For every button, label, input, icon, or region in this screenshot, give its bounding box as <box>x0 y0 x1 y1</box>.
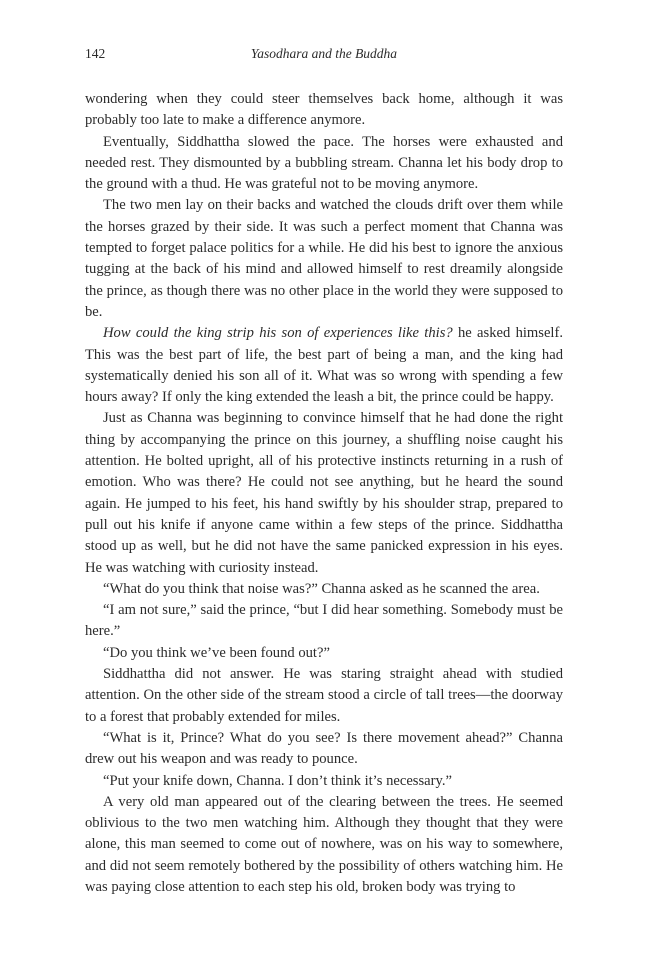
paragraph: “Do you think we’ve been found out?” <box>103 644 330 661</box>
paragraph: Just as Channa was beginning to convince himself that he had done the right thing by accompanying the prince on this journey, a shuffling noise caught his attention. He bolted upright, all of his protective instincts returning in a rush of emotion. Who was there? He could not see anything, but he heard the sound again. He jumped to his feet, his hand swiftly by his shoulder strap, prepared to pull out his knife if anyone came within a few steps of the prince. Siddhattha stood up as well, but he did not have the same panicked expression in his eyes. He was watching with curiosity instead. <box>85 410 563 576</box>
paragraph: “Put your knife down, Channa. I don’t think it’s necessary.” <box>103 772 452 789</box>
page-number: 142 <box>85 46 106 61</box>
paragraph: “What do you think that noise was?” Channa asked as he scanned the area. <box>103 580 540 597</box>
paragraph: Siddhattha did not answer. He was staring straight ahead with studied attention. On the other side of the stream stood a circle of tall trees—the doorway to a forest that probably extended for miles. <box>85 666 563 725</box>
paragraph: “I am not sure,” said the prince, “but I did hear something. Somebody must be here.” <box>85 602 563 640</box>
paragraph: A very old man appeared out of the clearing between the trees. He seemed oblivious to the two men watching him. Although they thought that they were alone, this man seemed to come out of nowhere, was on his way to somewhere, and did not seem remotely bothered by the possibility of others watching him. He was paying close attention to each step his old, broken body was trying to <box>85 793 563 895</box>
italic-thought: How could the king strip his son of experiences like this? <box>103 325 453 342</box>
paragraph: How could the king strip his son of experiences like this? he asked himself. This was the best part of life, the best part of being a man, and the king had systematically denied his son all of it. What was so wrong with spending a few hours away? If only the king extended the leash a bit, the prince could be happy. <box>85 325 563 406</box>
body-text <box>85 89 563 898</box>
page-header <box>85 44 563 64</box>
paragraph: The two men lay on their backs and watched the clouds drift over them while the horses grazed by their side. It was such a perfect moment that Channa was tempted to forget palace politics for a while. He did his best to ignore the anxious tugging at the back of his mind and allowed himself to rest dreamily alongside the prince, as though there was no other place in the world they were supposed to be. <box>85 197 563 320</box>
paragraph: “What is it, Prince? What do you see? Is there movement ahead?” Channa drew out his weapon and was ready to pounce. <box>85 729 563 768</box>
running-title: Yasodhara and the Buddha <box>250 46 398 61</box>
paragraph: Eventually, Siddhattha slowed the pace. The horses were exhausted and needed rest. They dismounted by a bubbling stream. Channa let his body drop to the ground with a thud. He was grateful not to be moving anymore. <box>85 133 563 193</box>
paragraph: wondering when they could steer themselves back home, although it was probably too late to make a difference anymore. <box>85 91 563 129</box>
